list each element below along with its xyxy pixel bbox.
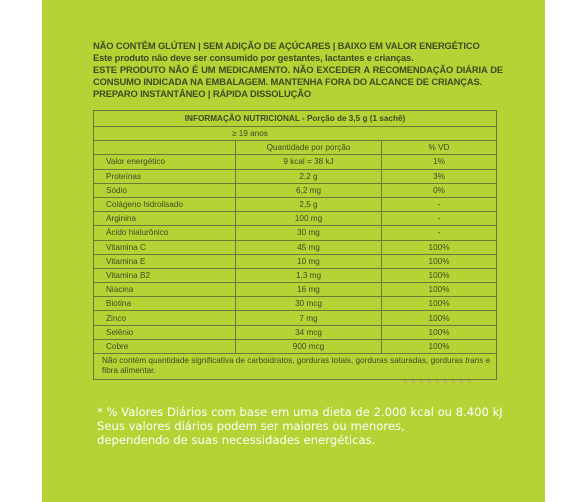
nutrient-name: Cobre bbox=[94, 339, 236, 353]
claims-line: NÃO CONTÊM GLÚTEN | SEM ADIÇÃO DE AÇÚCARES | BAIXO EM VALOR ENERGÉTICO bbox=[93, 40, 480, 51]
table-row bbox=[94, 283, 497, 297]
nutrient-vd: 100% bbox=[382, 339, 497, 353]
column-header bbox=[94, 141, 236, 155]
nutrition-table bbox=[93, 110, 497, 380]
nutrient-name: Zinco bbox=[94, 311, 236, 325]
decor-line bbox=[0, 127, 38, 128]
table-row bbox=[94, 339, 497, 353]
nutrient-vd: 100% bbox=[382, 283, 497, 297]
decor-line bbox=[0, 90, 42, 91]
decor-line bbox=[0, 235, 34, 236]
nutrient-name: Niacina bbox=[94, 283, 236, 297]
nutrient-vd: 1% bbox=[382, 155, 497, 169]
nutrient-amount: 6,2 mg bbox=[236, 183, 382, 197]
table-row bbox=[94, 183, 497, 197]
age-group: ≥ 19 anos bbox=[94, 127, 497, 141]
nutrient-amount: 2,5 g bbox=[236, 197, 382, 211]
nutrient-amount: 100 mg bbox=[236, 212, 382, 226]
nutrient-vd: 100% bbox=[382, 297, 497, 311]
footnote-text-end: e fibra alimentar. bbox=[102, 356, 491, 375]
table-row bbox=[94, 226, 497, 240]
decor-dot bbox=[420, 380, 423, 383]
nutrient-amount: 30 mg bbox=[236, 226, 382, 240]
nutrient-amount: 10 mg bbox=[236, 254, 382, 268]
nutrient-vd: 100% bbox=[382, 254, 497, 268]
nutrient-name: Colágeno hidrolisado bbox=[94, 197, 236, 211]
daily-values-line3: dependendo de suas necessidades energéticas. bbox=[97, 433, 376, 447]
nutrient-vd: 100% bbox=[382, 325, 497, 339]
footnote-trans: trans bbox=[465, 356, 484, 365]
nutrient-name: Arginina bbox=[94, 212, 236, 226]
nutrient-vd: - bbox=[382, 226, 497, 240]
decor-dot bbox=[460, 380, 463, 383]
nutrient-name: Ácido hialurônico bbox=[94, 226, 236, 240]
column-header: % VD bbox=[382, 141, 497, 155]
nutrient-vd: 100% bbox=[382, 311, 497, 325]
decor-line bbox=[0, 216, 42, 217]
nutrient-amount: 9 kcal = 38 kJ bbox=[236, 155, 382, 169]
table-footnote bbox=[94, 354, 497, 380]
table-row bbox=[94, 254, 497, 268]
nutrient-name: Selênio bbox=[94, 325, 236, 339]
nutrient-amount: 7 mg bbox=[236, 311, 382, 325]
decor-line bbox=[0, 108, 30, 109]
decor-dot bbox=[428, 380, 431, 383]
decor-dot bbox=[404, 380, 407, 383]
nutrient-name: Sódio bbox=[94, 183, 236, 197]
nutrient-name: Vitamina C bbox=[94, 240, 236, 254]
preparation-line: PREPARO INSTANTÂNEO | RÁPIDA DISSOLUÇÃO bbox=[93, 88, 311, 99]
decor-line bbox=[0, 146, 36, 147]
decor-line bbox=[0, 252, 40, 253]
table-row bbox=[94, 325, 497, 339]
nutrient-vd: 0% bbox=[382, 183, 497, 197]
table-row bbox=[94, 297, 497, 311]
daily-values-line1: * % Valores Diários com base em uma dieta de 2.000 kcal ou 8.400 kJ bbox=[97, 405, 503, 419]
table-row bbox=[94, 268, 497, 282]
nutrient-name: Vitamina E bbox=[94, 254, 236, 268]
nutrient-vd: 3% bbox=[382, 169, 497, 183]
consumption-notice: Este produto não deve ser consumido por gestantes, lactantes e crianças. bbox=[93, 52, 414, 63]
nutrient-amount: 45 mg bbox=[236, 240, 382, 254]
nutrient-vd: 100% bbox=[382, 268, 497, 282]
table-row bbox=[94, 240, 497, 254]
table-title-row bbox=[94, 111, 497, 127]
nutrient-amount: 900 mcg bbox=[236, 339, 382, 353]
nutrient-amount: 16 mg bbox=[236, 283, 382, 297]
nutrient-amount: 34 mcg bbox=[236, 325, 382, 339]
table-row bbox=[94, 169, 497, 183]
decor-dot bbox=[468, 380, 471, 383]
decor-dot bbox=[444, 380, 447, 383]
table-row bbox=[94, 311, 497, 325]
nutrient-name: Proteínas bbox=[94, 169, 236, 183]
label-header bbox=[93, 40, 503, 100]
decor-dot bbox=[436, 380, 439, 383]
nutrient-name: Biotina bbox=[94, 297, 236, 311]
table-footnote-row bbox=[94, 354, 497, 380]
nutrient-amount: 2,2 g bbox=[236, 169, 382, 183]
medication-warning: ESTE PRODUTO NÃO É UM MEDICAMENTO. NÃO EXCEDER A RECOMENDAÇÃO DIÁRIA DE CONSUMO INDICADA NA EMBALAGEM. MANTENHA FORA DO ALCANCE DE CRIANÇAS. bbox=[93, 64, 503, 87]
table-header-row bbox=[94, 141, 497, 155]
daily-values-note bbox=[97, 405, 517, 447]
nutrient-amount: 1,3 mg bbox=[236, 268, 382, 282]
decor-dot bbox=[412, 380, 415, 383]
table-row bbox=[94, 212, 497, 226]
nutrient-name: Valor energético bbox=[94, 155, 236, 169]
footnote-text: Não contém quantidade significativa de carboidratos, gorduras totais, gorduras saturadas, gorduras bbox=[102, 356, 466, 365]
nutrient-vd: 100% bbox=[382, 240, 497, 254]
nutrient-name: Vitamina B2 bbox=[94, 268, 236, 282]
table-title: INFORMAÇÃO NUTRICIONAL - Porção de 3,5 g (1 sachê) bbox=[94, 111, 497, 127]
nutrient-amount: 30 mcg bbox=[236, 297, 382, 311]
table-row bbox=[94, 155, 497, 169]
decor-dot bbox=[452, 380, 455, 383]
daily-values-line2: Seus valores diários podem ser maiores ou menores, bbox=[97, 419, 405, 433]
table-row bbox=[94, 197, 497, 211]
nutrient-vd: - bbox=[382, 212, 497, 226]
age-group-row bbox=[94, 127, 497, 141]
nutrient-vd: - bbox=[382, 197, 497, 211]
column-header: Quantidade por porção bbox=[236, 141, 382, 155]
